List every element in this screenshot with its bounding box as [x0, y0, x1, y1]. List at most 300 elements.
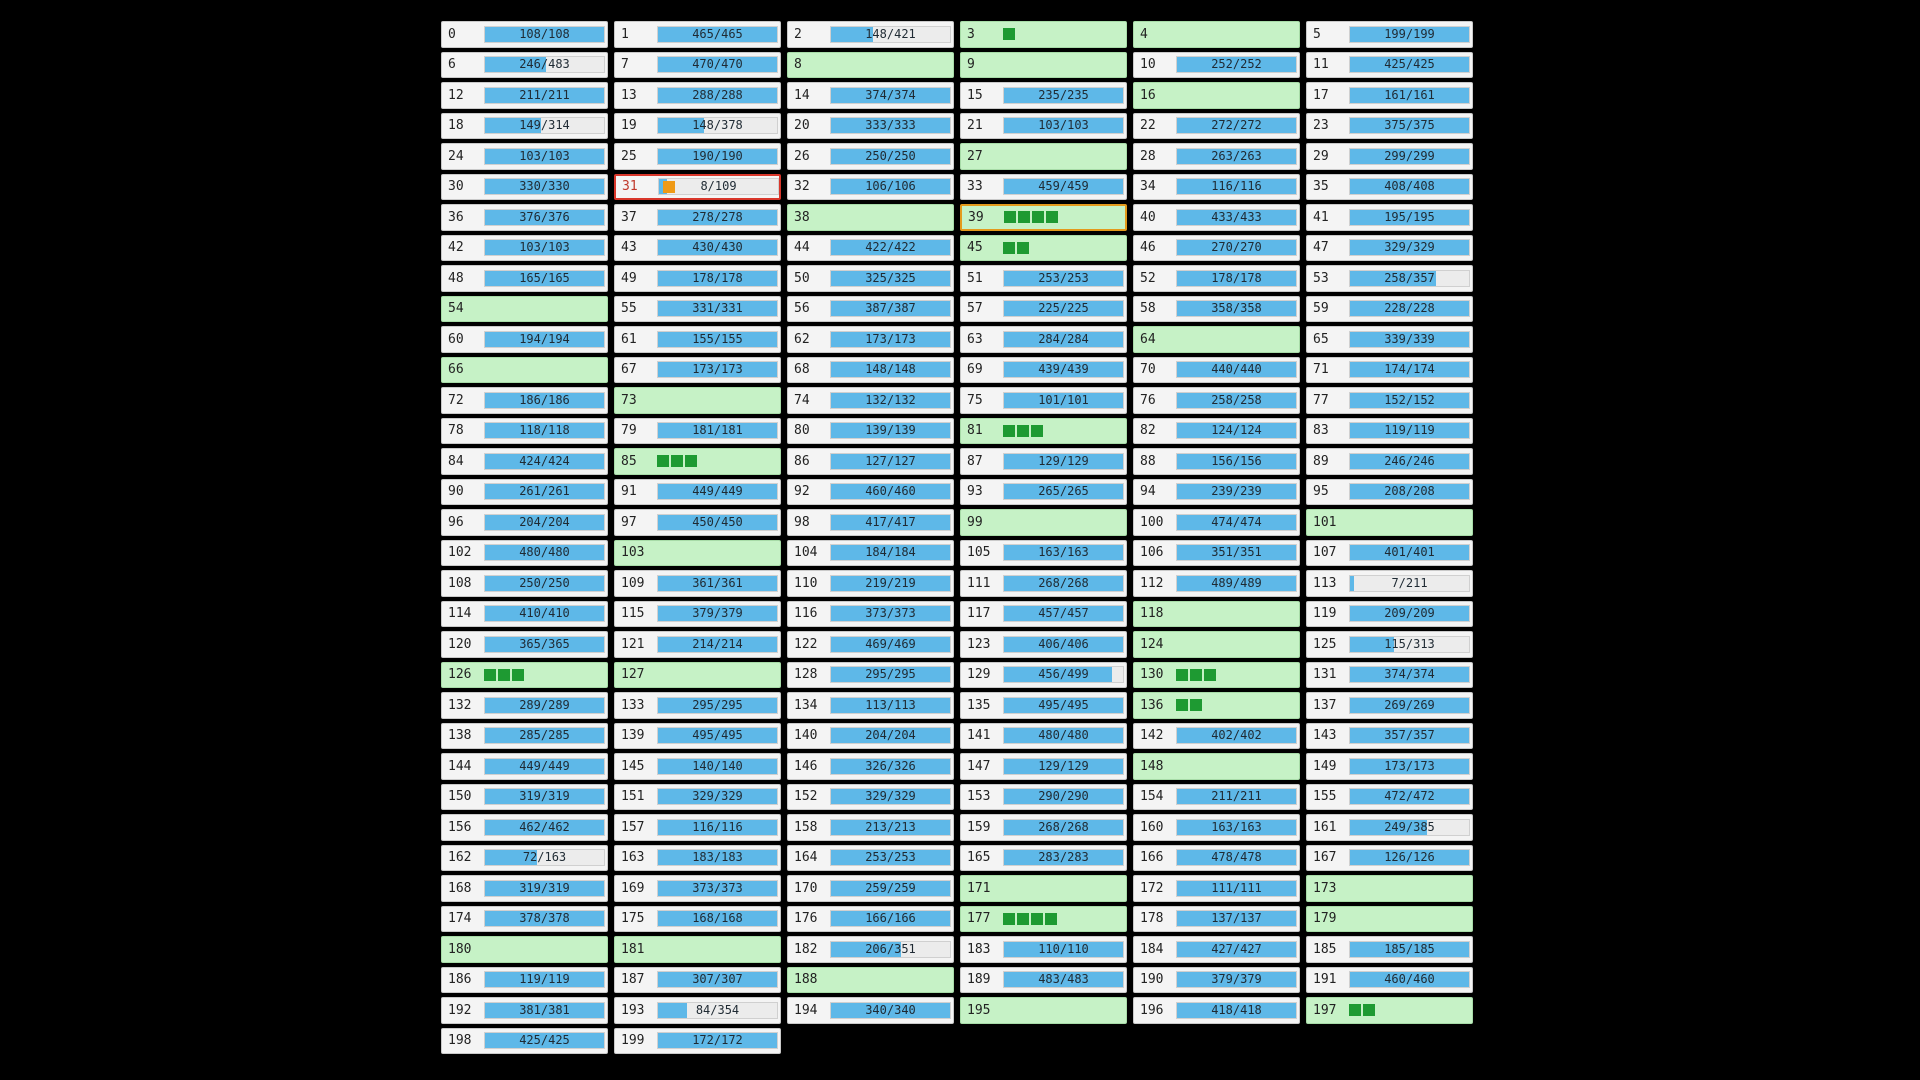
progress-text: 470/470 [692, 57, 743, 72]
task-cell[interactable] [1306, 174, 1473, 201]
progress-bar [484, 1002, 605, 1019]
task-cell[interactable] [960, 723, 1127, 750]
task-index: 121 [621, 636, 645, 652]
task-cell[interactable] [1306, 387, 1473, 414]
task-cell[interactable] [960, 265, 1127, 292]
task-cell[interactable] [787, 845, 954, 872]
task-cell[interactable] [1133, 570, 1300, 597]
task-cell[interactable] [614, 570, 781, 597]
task-index: 8 [794, 57, 802, 73]
task-cell[interactable] [787, 814, 954, 841]
progress-bar [484, 575, 605, 592]
task-cell[interactable] [960, 540, 1127, 567]
task-cell[interactable] [787, 601, 954, 628]
task-cell[interactable] [1133, 296, 1300, 323]
progress-text: 373/373 [692, 880, 743, 895]
task-cell[interactable] [1306, 692, 1473, 719]
progress-text: 265/265 [1038, 484, 1089, 499]
task-index: 140 [794, 728, 818, 744]
task-cell[interactable] [1133, 540, 1300, 567]
task-index: 26 [794, 148, 810, 164]
task-cell[interactable] [1306, 631, 1473, 658]
task-cell[interactable] [441, 1028, 608, 1055]
task-cell[interactable] [1306, 21, 1473, 48]
task-cell[interactable] [787, 296, 954, 323]
task-cell[interactable] [614, 174, 781, 201]
task-index: 89 [1313, 453, 1329, 469]
task-cell[interactable] [1306, 265, 1473, 292]
task-cell[interactable] [787, 784, 954, 811]
progress-text: 457/457 [1038, 606, 1089, 621]
task-cell[interactable] [1133, 967, 1300, 994]
task-cell[interactable] [614, 143, 781, 170]
task-cell[interactable] [1306, 82, 1473, 109]
task-cell[interactable] [1133, 448, 1300, 475]
task-cell[interactable] [960, 326, 1127, 353]
progress-bar [1176, 941, 1297, 958]
progress-bar [1176, 56, 1297, 73]
progress-bar [1349, 422, 1470, 439]
progress-bar [657, 788, 778, 805]
task-index: 0 [448, 26, 456, 42]
task-index: 50 [794, 270, 810, 286]
progress-bar [1349, 117, 1470, 134]
progress-text: 103/103 [519, 240, 570, 255]
progress-text: 219/219 [865, 575, 916, 590]
task-index: 99 [967, 514, 983, 530]
task-cell[interactable] [787, 540, 954, 567]
task-cell[interactable] [441, 540, 608, 567]
task-cell[interactable] [1133, 204, 1300, 231]
task-index: 120 [448, 636, 472, 652]
task-cell[interactable] [614, 784, 781, 811]
task-cell[interactable] [1133, 631, 1300, 658]
task-cell[interactable] [441, 875, 608, 902]
task-index: 7 [621, 57, 629, 73]
task-cell[interactable] [960, 570, 1127, 597]
progress-text: 106/106 [865, 179, 916, 194]
task-index: 76 [1140, 392, 1156, 408]
task-cell[interactable] [441, 936, 608, 963]
task-cell[interactable] [787, 570, 954, 597]
progress-text: 132/132 [865, 392, 916, 407]
progress-text: 211/211 [1211, 789, 1262, 804]
task-cell[interactable] [1306, 662, 1473, 689]
task-cell[interactable] [441, 662, 608, 689]
task-cell[interactable] [614, 631, 781, 658]
task-cell[interactable] [1306, 479, 1473, 506]
task-cell[interactable] [614, 357, 781, 384]
task-cell[interactable] [441, 265, 608, 292]
task-cell[interactable] [1133, 936, 1300, 963]
progress-text: 406/406 [1038, 636, 1089, 651]
task-cell[interactable] [787, 82, 954, 109]
task-cell[interactable] [1133, 814, 1300, 841]
task-cell[interactable] [614, 509, 781, 536]
progress-bar [1176, 819, 1297, 836]
task-cell[interactable] [960, 601, 1127, 628]
progress-bar [484, 544, 605, 561]
task-index: 32 [794, 179, 810, 195]
task-cell[interactable] [960, 875, 1127, 902]
task-cell[interactable] [441, 723, 608, 750]
task-index: 28 [1140, 148, 1156, 164]
task-index: 51 [967, 270, 983, 286]
task-cell[interactable] [787, 753, 954, 780]
task-cell[interactable] [614, 601, 781, 628]
task-cell[interactable] [1306, 997, 1473, 1024]
task-cell[interactable] [614, 113, 781, 140]
task-cell[interactable] [1133, 21, 1300, 48]
task-cell[interactable] [787, 418, 954, 445]
task-cell[interactable] [441, 509, 608, 536]
task-cell[interactable] [441, 448, 608, 475]
task-cell[interactable] [441, 357, 608, 384]
task-cell[interactable] [787, 692, 954, 719]
task-cell[interactable] [441, 906, 608, 933]
progress-bar [1176, 575, 1297, 592]
task-index: 159 [967, 819, 991, 835]
task-cell[interactable] [614, 662, 781, 689]
task-cell[interactable] [1133, 326, 1300, 353]
task-cell[interactable] [1306, 723, 1473, 750]
progress-text: 472/472 [1384, 789, 1435, 804]
progress-text: 152/152 [1384, 392, 1435, 407]
task-cell[interactable] [787, 448, 954, 475]
task-cell[interactable] [441, 296, 608, 323]
task-cell[interactable] [787, 387, 954, 414]
task-index: 117 [967, 606, 991, 622]
task-cell[interactable] [614, 997, 781, 1024]
task-cell[interactable] [1133, 906, 1300, 933]
task-cell[interactable] [614, 204, 781, 231]
task-index: 173 [1313, 880, 1337, 896]
task-cell[interactable] [441, 997, 608, 1024]
task-cell[interactable] [787, 997, 954, 1024]
task-index: 83 [1313, 423, 1329, 439]
task-cell[interactable] [1133, 82, 1300, 109]
task-cell[interactable] [960, 448, 1127, 475]
task-cell[interactable] [787, 357, 954, 384]
task-index: 1 [621, 26, 629, 42]
task-cell[interactable] [1306, 936, 1473, 963]
task-cell[interactable] [960, 479, 1127, 506]
task-cell[interactable] [787, 143, 954, 170]
task-cell[interactable] [787, 723, 954, 750]
task-cell[interactable] [614, 875, 781, 902]
task-cell[interactable] [1133, 265, 1300, 292]
task-cell[interactable] [787, 662, 954, 689]
task-cell[interactable] [614, 21, 781, 48]
task-cell[interactable] [1306, 52, 1473, 79]
task-cell[interactable] [1306, 570, 1473, 597]
task-cell[interactable] [441, 479, 608, 506]
task-cell[interactable] [614, 692, 781, 719]
green-block-icon [512, 669, 524, 681]
task-index: 171 [967, 880, 991, 896]
task-cell[interactable] [960, 967, 1127, 994]
task-cell[interactable] [441, 82, 608, 109]
task-cell[interactable] [787, 631, 954, 658]
task-cell[interactable] [1133, 143, 1300, 170]
task-index: 131 [1313, 667, 1337, 683]
task-cell[interactable] [1133, 509, 1300, 536]
task-cell[interactable] [960, 814, 1127, 841]
progress-bar [830, 392, 951, 409]
task-index: 88 [1140, 453, 1156, 469]
task-index: 41 [1313, 209, 1329, 225]
task-cell[interactable] [1306, 235, 1473, 262]
task-cell[interactable] [787, 174, 954, 201]
task-cell[interactable] [441, 784, 608, 811]
task-cell[interactable] [614, 845, 781, 872]
task-cell[interactable] [614, 265, 781, 292]
task-cell[interactable] [441, 753, 608, 780]
task-cell[interactable] [614, 82, 781, 109]
task-cell[interactable] [960, 204, 1127, 231]
task-cell[interactable] [441, 418, 608, 445]
task-index: 59 [1313, 301, 1329, 317]
task-cell[interactable] [614, 906, 781, 933]
progress-text: 424/424 [519, 453, 570, 468]
task-cell[interactable] [441, 631, 608, 658]
task-index: 11 [1313, 57, 1329, 73]
task-cell[interactable] [960, 113, 1127, 140]
task-index: 56 [794, 301, 810, 317]
task-cell[interactable] [1133, 174, 1300, 201]
task-cell[interactable] [1133, 997, 1300, 1024]
progress-text: 365/365 [519, 636, 570, 651]
task-index: 115 [621, 606, 645, 622]
task-cell[interactable] [1133, 113, 1300, 140]
progress-text: 185/185 [1384, 941, 1435, 956]
task-cell[interactable] [441, 814, 608, 841]
task-cell[interactable] [960, 296, 1127, 323]
task-cell[interactable] [1133, 845, 1300, 872]
task-cell[interactable] [787, 967, 954, 994]
progress-bar [1349, 788, 1470, 805]
task-cell[interactable] [614, 936, 781, 963]
task-cell[interactable] [614, 967, 781, 994]
task-cell[interactable] [1133, 235, 1300, 262]
progress-bar [830, 727, 951, 744]
task-cell[interactable] [441, 21, 608, 48]
task-cell[interactable] [441, 143, 608, 170]
task-cell[interactable] [614, 235, 781, 262]
task-index: 9 [967, 57, 975, 73]
task-cell[interactable] [1133, 692, 1300, 719]
task-index: 128 [794, 667, 818, 683]
task-cell[interactable] [1133, 357, 1300, 384]
progress-text: 258/357 [1384, 270, 1435, 285]
task-cell[interactable] [960, 52, 1127, 79]
task-cell[interactable] [960, 357, 1127, 384]
task-cell[interactable] [614, 814, 781, 841]
task-cell[interactable] [614, 52, 781, 79]
task-cell[interactable] [787, 906, 954, 933]
task-index: 156 [448, 819, 472, 835]
progress-text: 116/116 [1211, 179, 1262, 194]
task-cell[interactable] [960, 906, 1127, 933]
progress-bar [830, 361, 951, 378]
status-blocks [1003, 422, 1043, 439]
progress-text: 148/148 [865, 362, 916, 377]
progress-text: 108/108 [519, 26, 570, 41]
task-cell[interactable] [787, 479, 954, 506]
task-cell[interactable] [441, 845, 608, 872]
progress-bar [657, 209, 778, 226]
task-cell[interactable] [1133, 387, 1300, 414]
task-cell[interactable] [960, 387, 1127, 414]
task-cell[interactable] [1306, 540, 1473, 567]
task-cell[interactable] [1306, 143, 1473, 170]
progress-text: 163/163 [1038, 545, 1089, 560]
task-cell[interactable] [1306, 753, 1473, 780]
task-cell[interactable] [1133, 418, 1300, 445]
task-cell[interactable] [787, 875, 954, 902]
task-cell[interactable] [1133, 662, 1300, 689]
task-cell[interactable] [614, 723, 781, 750]
task-index: 82 [1140, 423, 1156, 439]
task-cell[interactable] [614, 753, 781, 780]
task-cell[interactable] [614, 1028, 781, 1055]
task-cell[interactable] [441, 113, 608, 140]
green-block-icon [1046, 211, 1058, 223]
progress-text: 440/440 [1211, 362, 1262, 377]
task-cell[interactable] [960, 845, 1127, 872]
task-index: 70 [1140, 362, 1156, 378]
task-cell[interactable] [960, 418, 1127, 445]
task-cell[interactable] [960, 82, 1127, 109]
task-cell[interactable] [960, 784, 1127, 811]
task-cell[interactable] [1133, 875, 1300, 902]
task-index: 164 [794, 850, 818, 866]
task-cell[interactable] [787, 509, 954, 536]
progress-text: 478/478 [1211, 850, 1262, 865]
task-cell[interactable] [1133, 479, 1300, 506]
task-cell[interactable] [787, 21, 954, 48]
task-cell[interactable] [441, 967, 608, 994]
task-cell[interactable] [1306, 509, 1473, 536]
task-cell[interactable] [787, 326, 954, 353]
task-index: 104 [794, 545, 818, 561]
progress-text: 194/194 [519, 331, 570, 346]
task-cell[interactable] [1306, 967, 1473, 994]
progress-text: 8/109 [700, 179, 737, 194]
task-cell[interactable] [441, 174, 608, 201]
task-cell[interactable] [960, 235, 1127, 262]
task-cell[interactable] [1133, 753, 1300, 780]
task-index: 133 [621, 697, 645, 713]
task-index: 36 [448, 209, 464, 225]
task-cell[interactable] [1306, 601, 1473, 628]
progress-bar [1176, 422, 1297, 439]
task-cell[interactable] [1133, 601, 1300, 628]
task-cell[interactable] [1306, 113, 1473, 140]
progress-text: 127/127 [865, 453, 916, 468]
task-cell[interactable] [1306, 784, 1473, 811]
task-index: 136 [1140, 697, 1164, 713]
task-cell[interactable] [614, 540, 781, 567]
task-cell[interactable] [787, 52, 954, 79]
task-cell[interactable] [1133, 784, 1300, 811]
progress-text: 101/101 [1038, 392, 1089, 407]
task-index: 69 [967, 362, 983, 378]
task-cell[interactable] [1133, 52, 1300, 79]
task-cell[interactable] [441, 235, 608, 262]
task-cell[interactable] [960, 631, 1127, 658]
task-cell[interactable] [787, 235, 954, 262]
task-cell[interactable] [1306, 418, 1473, 445]
task-cell[interactable] [960, 662, 1127, 689]
task-cell[interactable] [1306, 296, 1473, 323]
task-cell[interactable] [1306, 204, 1473, 231]
progress-text: 155/155 [692, 331, 743, 346]
task-cell[interactable] [960, 692, 1127, 719]
task-index: 150 [448, 789, 472, 805]
task-cell[interactable] [441, 326, 608, 353]
task-cell[interactable] [614, 448, 781, 475]
task-cell[interactable] [1306, 875, 1473, 902]
task-cell[interactable] [1306, 814, 1473, 841]
progress-bar [484, 697, 605, 714]
task-index: 175 [621, 911, 645, 927]
task-cell[interactable] [441, 601, 608, 628]
task-index: 14 [794, 87, 810, 103]
task-index: 127 [621, 667, 645, 683]
progress-text: 268/268 [1038, 575, 1089, 590]
progress-bar [484, 453, 605, 470]
task-cell[interactable] [960, 509, 1127, 536]
task-cell[interactable] [960, 174, 1127, 201]
task-cell[interactable] [1306, 326, 1473, 353]
task-index: 71 [1313, 362, 1329, 378]
task-cell[interactable] [1306, 845, 1473, 872]
progress-bar [484, 605, 605, 622]
task-index: 123 [967, 636, 991, 652]
task-cell[interactable] [960, 936, 1127, 963]
task-cell[interactable] [960, 753, 1127, 780]
task-cell[interactable] [1306, 906, 1473, 933]
task-cell[interactable] [787, 204, 954, 231]
task-cell[interactable] [441, 204, 608, 231]
progress-text: 183/183 [692, 850, 743, 865]
task-cell[interactable] [1306, 448, 1473, 475]
task-cell[interactable] [614, 296, 781, 323]
progress-text: 139/139 [865, 423, 916, 438]
task-cell[interactable] [614, 479, 781, 506]
task-cell[interactable] [960, 997, 1127, 1024]
progress-text: 295/295 [865, 667, 916, 682]
task-cell[interactable] [787, 936, 954, 963]
task-cell[interactable] [441, 52, 608, 79]
task-index: 199 [621, 1033, 645, 1049]
task-cell[interactable] [1133, 723, 1300, 750]
task-cell[interactable] [441, 387, 608, 414]
task-cell[interactable] [787, 113, 954, 140]
progress-bar [830, 483, 951, 500]
task-cell[interactable] [614, 418, 781, 445]
task-cell[interactable] [441, 692, 608, 719]
task-cell[interactable] [960, 143, 1127, 170]
task-cell[interactable] [614, 326, 781, 353]
task-cell[interactable] [787, 265, 954, 292]
task-cell[interactable] [441, 570, 608, 597]
task-cell[interactable] [1306, 357, 1473, 384]
task-cell[interactable] [960, 21, 1127, 48]
task-index: 143 [1313, 728, 1337, 744]
task-cell[interactable] [614, 387, 781, 414]
